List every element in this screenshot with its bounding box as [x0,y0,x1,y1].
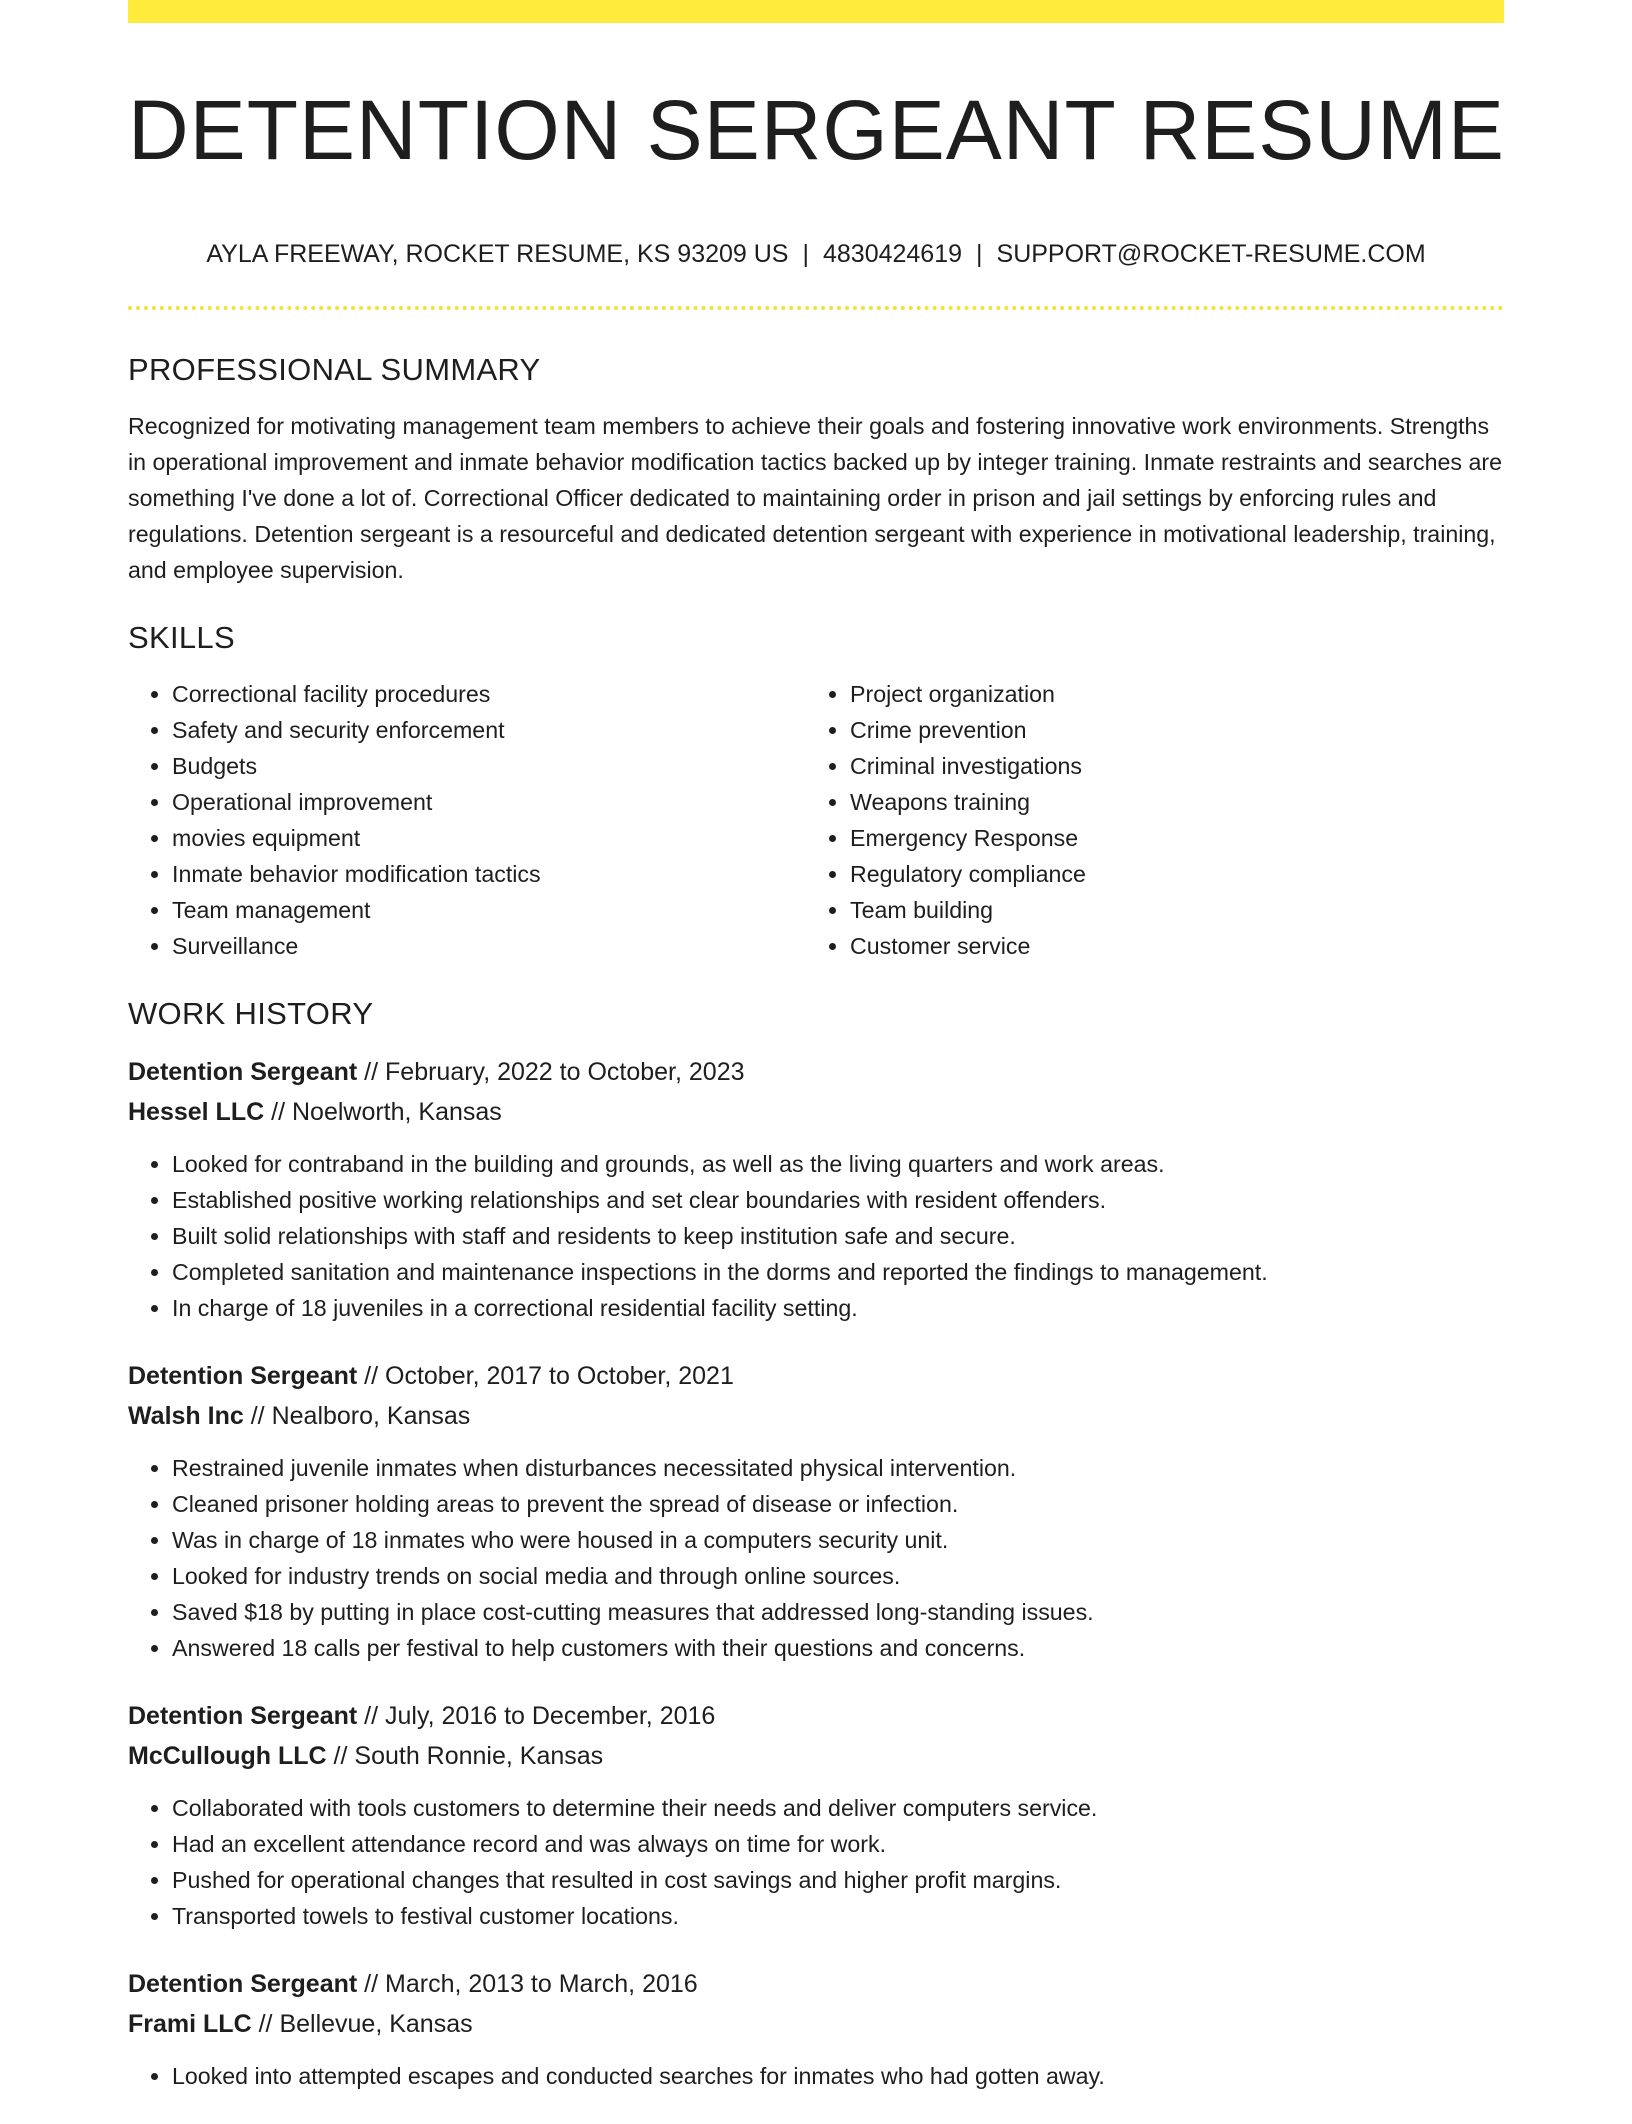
contact-email: SUPPORT@ROCKET-RESUME.COM [996,240,1426,268]
job-separator: // [364,1702,379,1730]
job-duty: • Looked into attempted escapes and conducted searches for inmates who had gotten away. [172,2058,1504,2094]
job-duty: • Pushed for operational changes that resulted in cost savings and higher profit margins. [172,1862,1504,1898]
job-duty: • Had an excellent attendance record and was always on time for work. [172,1826,1504,1862]
job-duty: • Was in charge of 18 inmates who were housed in a computers security unit. [172,1522,1504,1558]
skills-list [128,676,1504,964]
job-duty: • Completed sanitation and maintenance inspections in the dorms and reported the findings to management. [172,1254,1504,1290]
job-duty: • Established positive working relationships and set clear boundaries with resident offenders. [172,1182,1504,1218]
job-separator: // [364,1362,379,1390]
skill-item: • Team management [172,892,806,928]
job-duties [128,2058,1504,2094]
job-duties [128,1450,1504,1666]
job-title-line [128,1964,1504,2004]
job-separator: // [258,2010,273,2038]
job-duties [128,1790,1504,1934]
job-dates: March, 2013 to March, 2016 [385,1970,698,1998]
skill-item: • Weapons training [850,784,1484,820]
job-entry [128,1696,1504,1934]
job-company-line [128,1396,1504,1436]
skill-item: • Operational improvement [172,784,806,820]
job-duties [128,1146,1504,1326]
job-entry [128,1052,1504,1326]
dotted-divider [128,306,1504,310]
skill-item: • Regulatory compliance [850,856,1484,892]
skill-item: • Team building [850,892,1484,928]
job-separator: // [333,1742,348,1770]
job-title: Detention Sergeant [128,1970,358,1998]
job-title-line [128,1356,1504,1396]
job-duty: • In charge of 18 juveniles in a correctional residential facility setting. [172,1290,1504,1326]
skill-item: • Safety and security enforcement [172,712,806,748]
skill-item: • Correctional facility procedures [172,676,806,712]
page-title: DETENTION SERGEANT RESUME [128,83,1505,177]
job-separator: // [364,1970,379,1998]
resume-content [128,350,1504,2124]
job-company-line [128,1092,1504,1132]
work-history-heading: WORK HISTORY [128,996,374,1031]
job-company: Walsh Inc [128,1402,244,1430]
skill-item: • Surveillance [172,928,806,964]
job-title: Detention Sergeant [128,1058,358,1086]
skill-item: • Criminal investigations [850,748,1484,784]
job-company-line [128,2004,1504,2044]
job-company: Frami LLC [128,2010,252,2038]
job-separator: // [364,1058,379,1086]
skill-item: • Customer service [850,928,1484,964]
job-duty: • Built solid relationships with staff and residents to keep institution safe and secure. [172,1218,1504,1254]
job-dates: July, 2016 to December, 2016 [385,1702,716,1730]
contact-separator: | [802,240,809,268]
job-location: Noelworth, Kansas [291,1098,502,1126]
accent-bar [128,0,1504,23]
job-title: Detention Sergeant [128,1362,358,1390]
job-location: Nealboro, Kansas [271,1402,471,1430]
skill-item: • movies equipment [172,820,806,856]
job-duty: • Cleaned prisoner holding areas to prevent the spread of disease or infection. [172,1486,1504,1522]
job-entry [128,1356,1504,1666]
job-separator: // [250,1402,265,1430]
job-entry [128,1964,1504,2094]
skills-heading: SKILLS [128,620,235,655]
job-separator: // [271,1098,286,1126]
job-duty: • Looked for industry trends on social media and through online sources. [172,1558,1504,1594]
job-duty: • Restrained juvenile inmates when disturbances necessitated physical intervention. [172,1450,1504,1486]
skill-item: • Project organization [850,676,1484,712]
job-duty: • Collaborated with tools customers to determine their needs and deliver computers service. [172,1790,1504,1826]
job-title: Detention Sergeant [128,1702,358,1730]
summary-heading: PROFESSIONAL SUMMARY [128,352,541,387]
job-dates: February, 2022 to October, 2023 [385,1058,745,1086]
summary-text: Recognized for motivating management team members to achieve their goals and fostering innovative work environments. Strengths in operational improvement and inmate behavior modification tactics backed up by integer training. Inmate restraints and searches are something I've done a lot of. Correctional Officer dedicated to maintaining order in prison and jail settings by enforcing rules and regulations. Detention sergeant is a resourceful and dedicated detention sergeant with experience in motivational leadership, training, and employee supervision. [128,413,1502,583]
job-location: Bellevue, Kansas [279,2010,473,2038]
job-company: McCullough LLC [128,1742,327,1770]
skill-item: • Budgets [172,748,806,784]
job-duty: • Answered 18 calls per festival to help customers with their questions and concerns. [172,1630,1504,1666]
contact-separator: | [976,240,983,268]
job-company-line [128,1736,1504,1776]
job-duty: • Saved $18 by putting in place cost-cutting measures that addressed long-standing issues. [172,1594,1504,1630]
skill-item: • Emergency Response [850,820,1484,856]
skill-item: • Crime prevention [850,712,1484,748]
job-title-line [128,1052,1504,1092]
job-title-line [128,1696,1504,1736]
skills-column-right [806,676,1484,964]
job-duty: • Transported towels to festival customer locations. [172,1898,1504,1934]
contact-line [128,236,1504,272]
contact-phone: 4830424619 [822,240,963,268]
job-company: Hessel LLC [128,1098,265,1126]
contact-address: AYLA FREEWAY, ROCKET RESUME, KS 93209 US [206,240,789,268]
job-location: South Ronnie, Kansas [354,1742,604,1770]
job-duty: • Looked for contraband in the building and grounds, as well as the living quarters and work areas. [172,1146,1504,1182]
skills-column-left [128,676,806,964]
skill-item: • Inmate behavior modification tactics [172,856,806,892]
job-dates: October, 2017 to October, 2021 [385,1362,734,1390]
